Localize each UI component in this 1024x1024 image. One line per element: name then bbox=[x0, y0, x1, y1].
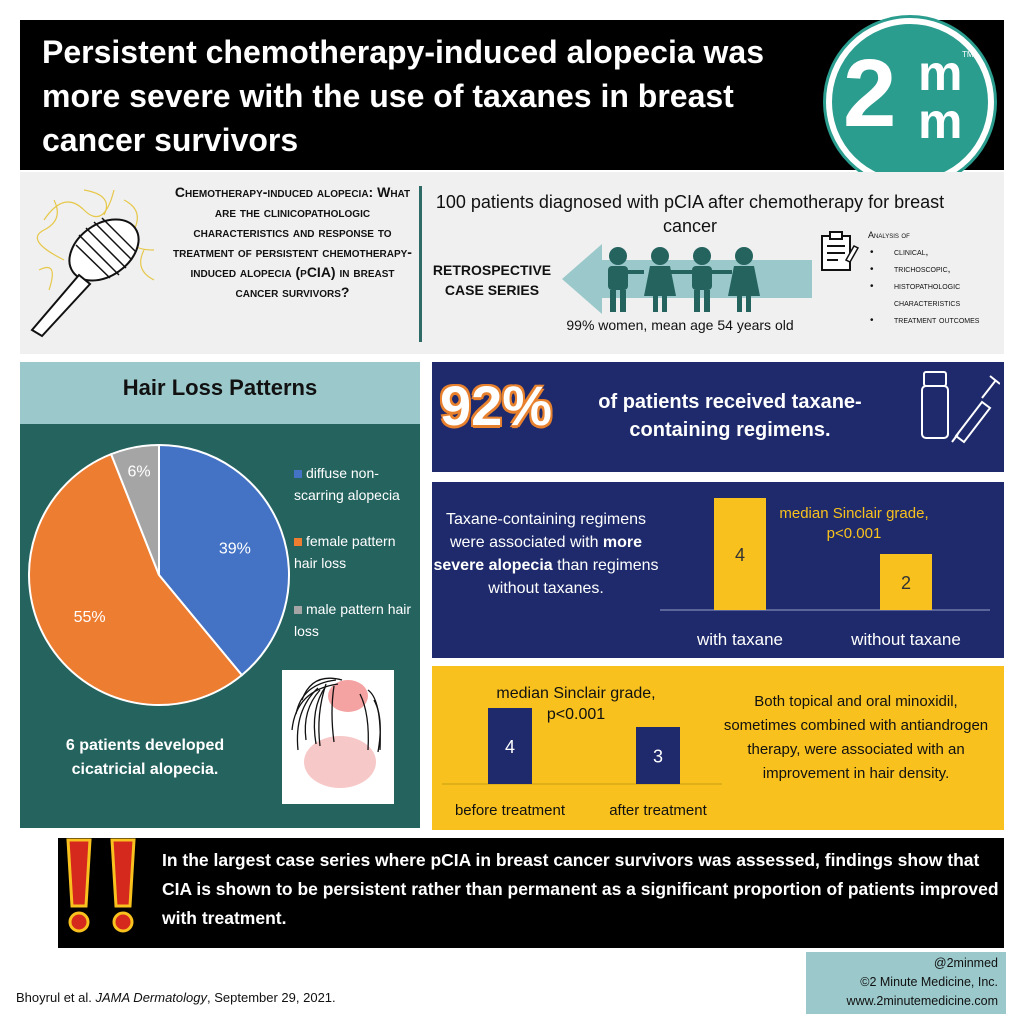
bar-data-label: 3 bbox=[652, 746, 664, 767]
citation: Bhoyrul et al. JAMA Dermatology, September 29, 2021. bbox=[16, 990, 336, 1005]
treatment-bar-chart bbox=[436, 672, 726, 828]
head-hair-icon bbox=[282, 670, 394, 804]
pie-data-label: 55% bbox=[73, 609, 106, 627]
hair-loss-title: Hair Loss Patterns bbox=[122, 375, 318, 400]
category-label: before treatment bbox=[454, 802, 566, 819]
legend-item-diffuse bbox=[294, 462, 414, 506]
page-title: Persistent chemotherapy-induced alopecia was more severe with the use of taxanes in breast cancer survivors bbox=[42, 34, 765, 158]
category-label: after treatment bbox=[609, 802, 707, 819]
hairbrush-icon bbox=[24, 180, 164, 340]
exclamation-icon bbox=[62, 836, 152, 936]
legend-label: male pattern hair loss bbox=[294, 601, 412, 639]
study-design: RETROSPECTIVE CASE SERIES bbox=[432, 262, 552, 298]
legend-item-female bbox=[294, 530, 414, 574]
copyright: ©2 Minute Medicine, Inc. bbox=[860, 975, 998, 989]
research-question: Chemotherapy-induced alopecia: What are the clinicopathologic characteristics and response to treatment of persistent chemotherapy-induced alopecia (pCIA) in breast cancer survivors? bbox=[173, 184, 412, 300]
vial-syringe-icon bbox=[916, 368, 1000, 444]
twitter-handle: @2minmed bbox=[933, 956, 998, 970]
list-item: • clinical, bbox=[868, 244, 1004, 261]
category-label: with taxane bbox=[697, 630, 783, 649]
bar-data-label: 4 bbox=[504, 737, 516, 757]
cicatricial-note: 6 patients developed cicatricial alopecia. bbox=[65, 737, 225, 778]
legend-label: female pattern hair loss bbox=[294, 533, 396, 571]
study-population: 100 patients diagnosed with pCIA after chemotherapy for breast cancer bbox=[435, 192, 945, 236]
logo-letter-top: m bbox=[918, 45, 963, 101]
taxane-stat-text: of patients received taxane-containing regimens. bbox=[598, 391, 862, 441]
logo-number: 2 bbox=[843, 40, 897, 147]
legend-swatch bbox=[294, 538, 302, 546]
taxane-percentage: 92% bbox=[440, 374, 553, 437]
website-link[interactable]: www.2minutemedicine.com bbox=[846, 994, 998, 1008]
legend-swatch bbox=[294, 470, 302, 478]
bar-data-label: 4 bbox=[734, 545, 746, 565]
pie-chart bbox=[24, 440, 294, 710]
list-item: • trichoscopic, bbox=[868, 261, 1004, 278]
clipboard-icon bbox=[818, 230, 860, 274]
category-label: without taxane bbox=[851, 630, 961, 649]
conclusion-text: In the largest case series where pCIA in breast cancer survivors was assessed, findings show that CIA is shown to be persistent rather than permanent as a significant proportion of patients improved with treatment. bbox=[162, 850, 999, 928]
bar-data-label: 2 bbox=[900, 573, 912, 593]
list-item: • histopathologic characteristics bbox=[868, 278, 1004, 312]
legend-item-male bbox=[294, 598, 414, 642]
analysis-list bbox=[868, 244, 1004, 329]
minoxidil-text: Both topical and oral minoxidil, sometimes combined with antiandrogen therapy, were associated with an improvement in hair density. bbox=[723, 693, 989, 782]
list-item: • treatment outcomes bbox=[868, 312, 1004, 329]
logo-letter-bottom: m bbox=[918, 93, 963, 149]
demographics: 99% women, mean age 54 years old bbox=[566, 317, 794, 333]
pie-data-label: 6% bbox=[127, 463, 151, 481]
taxane-bar-chart bbox=[660, 488, 1000, 654]
legend-label: diffuse non-scarring alopecia bbox=[294, 465, 400, 503]
pie-data-label: 39% bbox=[218, 540, 251, 558]
logo-trademark: TM bbox=[962, 50, 974, 59]
taxane-severity-text: Taxane-containing regimens were associated with more severe alopecia than regimens without taxanes. bbox=[433, 511, 659, 597]
legend-swatch bbox=[294, 606, 302, 614]
analysis-heading: Analysis of bbox=[868, 230, 910, 240]
chart-annotation: median Sinclair grade, p<0.001 bbox=[496, 685, 656, 723]
chart-annotation: median Sinclair grade, p<0.001 bbox=[779, 505, 929, 542]
retrospective-arrow-icon bbox=[562, 242, 812, 316]
credits-box bbox=[806, 952, 1006, 1014]
hair-illustration bbox=[282, 670, 394, 804]
